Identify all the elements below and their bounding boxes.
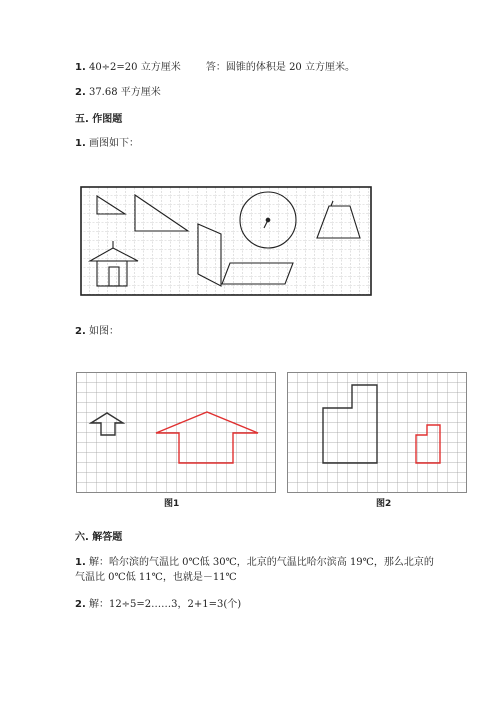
item-number: 2.: [75, 326, 86, 337]
item-number: 2.: [75, 87, 86, 98]
circle-center: [266, 218, 270, 222]
figure-1-grid: [76, 372, 276, 493]
solution-text: 解：哈尔滨的气温比 0℃低 30℃，北京的气温比哈尔滨高 19℃，那么北京的: [88, 557, 434, 568]
question-1: [75, 137, 139, 151]
section-heading: [75, 113, 122, 127]
question-text: 如图：: [88, 326, 119, 337]
question-2: [75, 325, 119, 339]
figure-2-caption: 图2: [376, 499, 392, 509]
figure-1-caption: 图1: [164, 499, 180, 509]
figure-2-grid: [287, 372, 467, 493]
solution-1-line-1: [75, 556, 434, 570]
answer-conclusion: 答：圆锥的体积是 20 立方厘米。: [205, 62, 355, 73]
item-number: 1.: [75, 62, 86, 73]
answer-item-1: [75, 61, 355, 75]
section-title: 六. 解答题: [75, 532, 123, 543]
section-title: 五. 作图题: [75, 114, 123, 125]
item-number: 2.: [75, 599, 86, 610]
solution-text: 解：12÷5=2……3，2+1=3(个): [88, 599, 242, 610]
item-number: 1.: [75, 557, 86, 568]
answer-text: 40÷2=20 立方厘米: [88, 62, 181, 73]
item-number: 1.: [75, 138, 86, 149]
answer-text: 37.68 平方厘米: [88, 87, 161, 98]
grid-frame: [81, 187, 371, 295]
solution-2: [75, 598, 241, 612]
section-heading: [75, 531, 122, 545]
drawing-figure: [80, 186, 372, 296]
question-text: 画图如下：: [88, 138, 139, 149]
solution-text: 气温比 0℃低 11℃，也就是－11℃: [75, 572, 237, 583]
solution-1-line-2: [75, 571, 237, 585]
answer-item-2: [75, 86, 161, 100]
